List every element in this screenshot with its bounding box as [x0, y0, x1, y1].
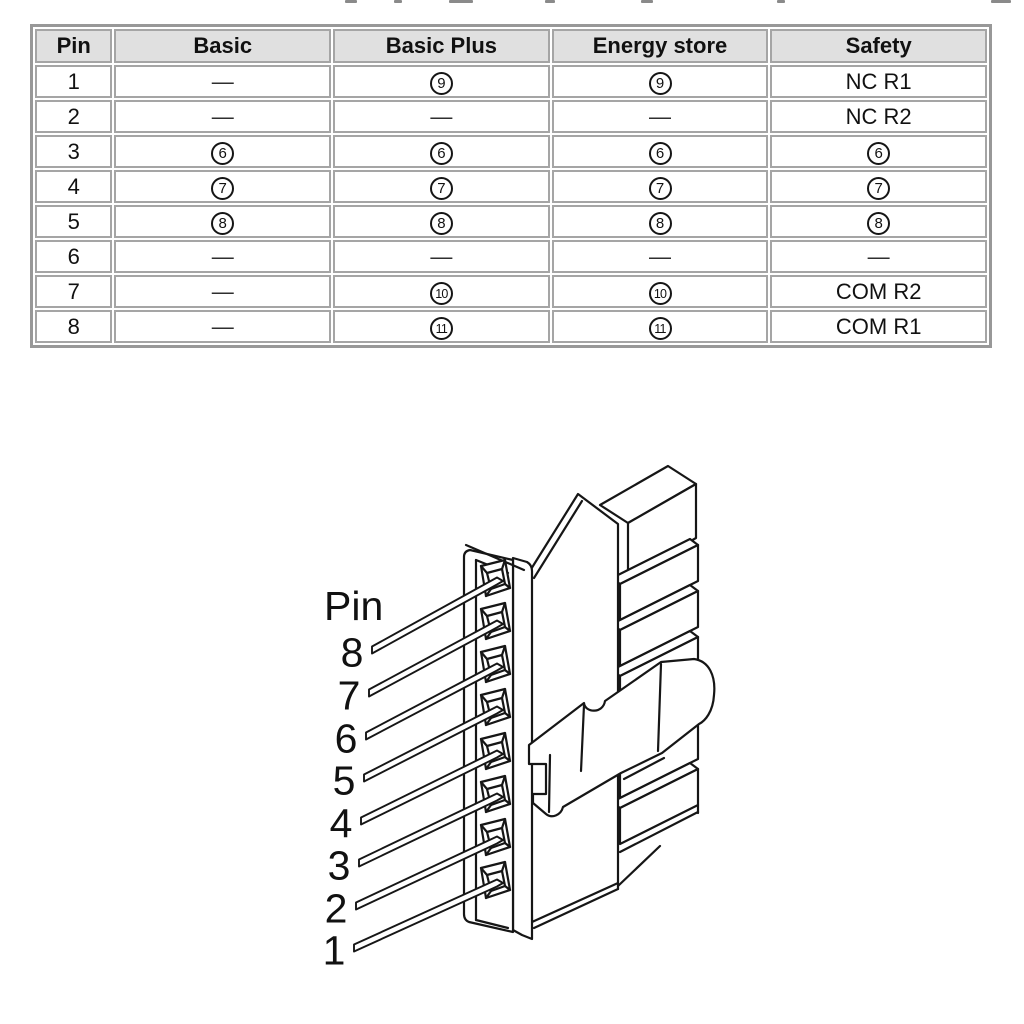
pin-number-cell: 7: [35, 275, 112, 308]
cell-text: NC R1: [845, 68, 912, 94]
circled-ref-number: 8: [211, 212, 234, 235]
circled-ref-number: 10: [430, 282, 453, 305]
cell-text: COM R1: [835, 313, 922, 339]
pin-number-cell: 1: [35, 65, 112, 98]
circled-ref-number: 10: [649, 282, 672, 305]
circled-ref-number: 11: [430, 317, 453, 340]
pin-number-label: 1: [322, 927, 346, 974]
pin-number-label: 2: [324, 885, 348, 932]
dash-placeholder: —: [211, 68, 234, 94]
dash-placeholder: —: [867, 243, 890, 269]
pin-number-label: 8: [340, 629, 364, 676]
col-header-pin: Pin: [35, 29, 112, 63]
pin-number-cell: 2: [35, 100, 112, 133]
dash-placeholder: —: [649, 243, 671, 269]
dash-placeholder: —: [649, 103, 671, 129]
circled-ref-number: 6: [867, 142, 890, 165]
dash-placeholder: —: [430, 103, 453, 129]
col-header-safety: Safety: [770, 29, 987, 63]
dash-placeholder: —: [211, 103, 234, 129]
circled-ref-number: 7: [649, 177, 672, 200]
pin-number-cell: 8: [35, 310, 112, 343]
pin-number-cell: 4: [35, 170, 112, 203]
col-header-basic-plus: Basic Plus: [333, 29, 550, 63]
dash-placeholder: —: [211, 243, 234, 269]
circled-ref-number: 7: [211, 177, 234, 200]
circled-ref-number: 7: [430, 177, 453, 200]
cell-text: COM R2: [835, 278, 922, 304]
pin-number-label: 6: [334, 715, 358, 762]
circled-ref-number: 11: [649, 317, 672, 340]
circled-ref-number: 7: [867, 177, 890, 200]
pin-number-cell: 5: [35, 205, 112, 238]
circled-ref-number: 6: [649, 142, 672, 165]
cell-text: NC R2: [845, 103, 912, 129]
circled-ref-number: 6: [211, 142, 234, 165]
circled-ref-number: 9: [430, 72, 453, 95]
dash-placeholder: —: [211, 278, 234, 304]
circled-ref-number: 8: [430, 212, 453, 235]
circled-ref-number: 9: [649, 72, 672, 95]
circled-ref-number: 6: [430, 142, 453, 165]
pin-number-label: 7: [337, 672, 361, 719]
col-header-basic: Basic: [114, 29, 331, 63]
pin-number-label: 4: [329, 800, 353, 847]
dash-placeholder: —: [430, 243, 453, 269]
dash-placeholder: —: [211, 313, 234, 339]
pin-number-label: 5: [332, 757, 356, 804]
pin-labels: [323, 583, 384, 974]
pin-number-cell: 3: [35, 135, 112, 168]
col-header-energy-store: Energy store: [552, 29, 769, 63]
circled-ref-number: 8: [649, 212, 672, 235]
pin-number-cell: 6: [35, 240, 112, 273]
pin-column-label: Pin: [324, 583, 384, 629]
circled-ref-number: 8: [867, 212, 890, 235]
pin-number-label: 3: [327, 842, 351, 889]
